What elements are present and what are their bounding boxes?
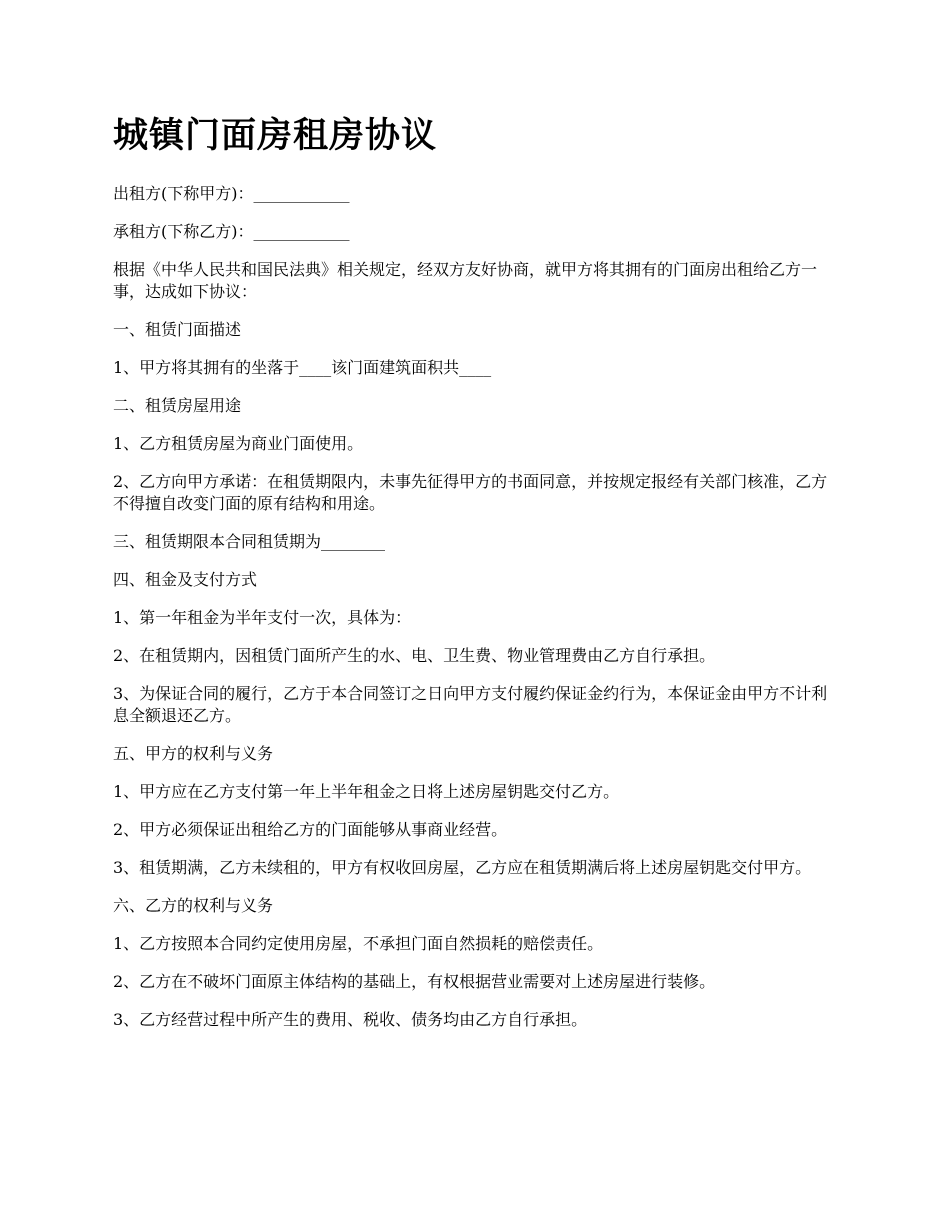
document-title: 城镇门面房租房协议 — [113, 115, 438, 156]
lessee-line: 承租方(下称乙方)：____________ — [113, 222, 350, 241]
document-page — [113, 112, 843, 1047]
clause-1-1: 1、甲方将其拥有的坐落于____该门面建筑面积共____ — [113, 358, 492, 377]
section-heading-6: 六、乙方的权利与义务 — [113, 896, 274, 915]
intro-paragraph: 根据《中华人民共和国民法典》相关规定，经双方友好协商，就甲方将其拥有的门面房出租给乙方一事，达成如下协议： — [113, 260, 818, 301]
section-heading-4: 四、租金及支付方式 — [113, 570, 258, 589]
section-heading-5: 五、甲方的权利与义务 — [113, 744, 274, 763]
clause-4-1: 1、第一年租金为半年支付一次，具体为： — [113, 608, 412, 627]
clause-2-1: 1、乙方租赁房屋为商业门面使用。 — [113, 434, 364, 453]
section-heading-1: 一、租赁门面描述 — [113, 320, 242, 339]
clause-4-2: 2、在租赁期内，因租赁门面所产生的水、电、卫生费、物业管理费由乙方自行承担。 — [113, 646, 716, 665]
clause-2-2: 2、乙方向甲方承诺：在租赁期限内，未事先征得甲方的书面同意，并按规定报经有关部门核准，乙方不得擅自改变门面的原有结构和用途。 — [113, 472, 828, 513]
clause-6-2: 2、乙方在不破坏门面原主体结构的基础上，有权根据营业需要对上述房屋进行装修。 — [113, 972, 716, 991]
clause-4-3: 3、为保证合同的履行，乙方于本合同签订之日向甲方支付履约保证金约行为，本保证金由甲方不计利息全额退还乙方。 — [113, 684, 828, 725]
section-heading-2: 二、租赁房屋用途 — [113, 396, 242, 415]
clause-5-2: 2、甲方必须保证出租给乙方的门面能够从事商业经营。 — [113, 820, 508, 839]
clause-5-3: 3、租赁期满，乙方未续租的，甲方有权收回房屋，乙方应在租赁期满后将上述房屋钥匙交付甲方。 — [113, 858, 812, 877]
section-heading-3: 三、租赁期限本合同租赁期为________ — [113, 532, 386, 551]
clause-5-1: 1、甲方应在乙方支付第一年上半年租金之日将上述房屋钥匙交付乙方。 — [113, 782, 620, 801]
clause-6-3: 3、乙方经营过程中所产生的费用、税收、债务均由乙方自行承担。 — [113, 1010, 588, 1029]
lessor-line: 出租方(下称甲方)：____________ — [113, 184, 350, 203]
clause-6-1: 1、乙方按照本合同约定使用房屋，不承担门面自然损耗的赔偿责任。 — [113, 934, 604, 953]
